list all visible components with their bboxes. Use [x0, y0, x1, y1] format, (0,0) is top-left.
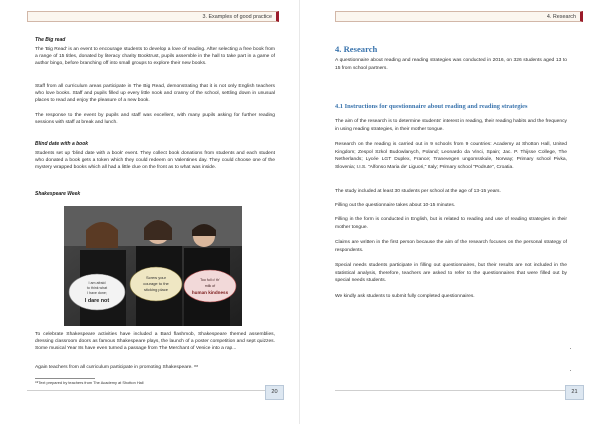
research-paragraph-aim: The aim of the research is to determine students' interest in reading, their reading habits and the frequency in using reading strategies, in their mother tongue.: [335, 119, 567, 132]
footnote-rule: [35, 378, 95, 379]
svg-text:courage to the: courage to the: [143, 281, 169, 286]
research-paragraph-schools: Research on the reading is carried out in 9 schools from 9 countries: Academy at Shotton Hall, United Kingdom; Zespol Szkol Budowlanych, Poland; Leonardo da Vinci, Spain; Jac. P. Thijsse College, The Netherlands; Lycée LGT Duplex, France; Tranevegen ungomsskule, Norway; Primary school Pivka, Slovenia; I.I.S. "Alfonso Maria de' Liguori," Italy; Primary school "Podrute", Croatia.: [335, 142, 567, 170]
page-marker-dot: [570, 370, 571, 371]
research-intro: A questionnaire about reading and reading strategies was conducted in 2016, on 326 students aged 13 to 15 from school partners.: [335, 58, 567, 71]
research-paragraph-submit: We kindly ask students to submit fully completed questionnaires.: [335, 294, 475, 299]
svg-text:I dare not: I dare not: [84, 298, 110, 304]
section-title-shakespeare-week: Shakespeare Week: [35, 191, 81, 197]
research-paragraph-claims: Claims are written in the first person because the aim of the research focuses on the personal strategy of respondents.: [335, 240, 567, 253]
research-paragraph-duration: Filling out the questionnaire takes about 10-15 minutes.: [335, 203, 456, 208]
right-page-number: 21: [565, 385, 584, 400]
questionnaire-subtitle: 4.1 Instructions for questionnaire about reading and reading strategies: [335, 103, 528, 111]
section-title-blind-date: Blind date with a book: [35, 141, 89, 147]
big-read-paragraph-3: The response to the event by pupils and staff was excellent, with many pupils asking for further reading sessions with staff at break and lunch.: [35, 113, 275, 126]
footnote: ⁸⁸Text prepared by teachers from The Academy at Shotton Hall: [35, 380, 144, 385]
research-paragraph-language: Filling in the form is conducted in English, but is related to reading and use of reading strategies in their mother tongue.: [335, 217, 567, 230]
right-footer-rule: [335, 390, 565, 391]
left-footer-rule: [27, 390, 265, 391]
research-paragraph-special-needs: Special needs students participate in filling out questionnaires, but their results are not included in the statistical analysis, therefore, teachers are asked to refer to the questionnaires that were filled out by special needs students.: [335, 263, 567, 284]
shakespeare-week-photo: [64, 206, 242, 326]
svg-text:human kindness: human kindness: [191, 290, 229, 295]
shakespeare-paragraph-1: To celebrate Shakespeare activities have included a Bard flashmob, Shakespeare themed assemblies, dressing classroom doors as famous Shakespeare plays, the launch of a poster competition and sept quizzes. Some musical Year 8s have even turned a passage from The Merchant of Venice into a rap...: [35, 332, 275, 352]
students-with-quote-signs-image: [64, 206, 242, 326]
svg-text:milk of: milk of: [204, 284, 216, 288]
svg-text:Too full o' th': Too full o' th': [200, 278, 220, 282]
research-title: 4. Research: [335, 44, 378, 55]
svg-text:to think what: to think what: [86, 286, 108, 290]
shakespeare-paragraph-2: Again teachers from all curriculum participate in promoting Shakespeare. ⁸⁸: [35, 365, 199, 370]
left-page-number: 20: [265, 385, 284, 400]
svg-text:sticking place: sticking place: [143, 287, 169, 292]
right-page: [300, 0, 600, 424]
left-running-header: 3. Examples of good practice: [27, 11, 279, 22]
section-title-big-read: The Big read: [35, 37, 66, 43]
speech-bubble-sign-3: [184, 270, 236, 302]
speech-bubble-sign-2: [130, 267, 182, 301]
right-running-header: 4. Research: [335, 11, 583, 22]
blind-date-paragraph: Students set up 'blind date with a book' event. They collect book donations from students and each student who donated a book gets a token which they could redeem on Valentines day. They could choose one of the mystery wrapped books which all had a little clue on the front as to what was inside.: [35, 151, 275, 171]
big-read-paragraph-2: Staff from all curriculum areas participate in The Big Read, demonstrating that it is not only English teachers who love books. Staff and pupils filled up every little nook and cranny of the school, settling down in unusual places to read and enjoy the pleasure of a new book.: [35, 84, 275, 104]
svg-text:I have done;: I have done;: [87, 291, 107, 295]
speech-bubble-sign-1: [69, 274, 125, 310]
big-read-paragraph-1: The 'Big Read' is an event to encourage students to develop a love of reading. After selecting a free book from a range of 15 titles, donated by literacy charity Booktrust, pupils assemble in the hall to take part in a game of author bingo, before branching off into small groups to explore their new books.: [35, 47, 275, 67]
svg-text:Screw your: Screw your: [145, 275, 167, 280]
research-paragraph-participants: The study included at least 30 students per school at the age of 13-15 years.: [335, 189, 501, 194]
page-marker-dot: [570, 348, 571, 349]
svg-text:I am afraid: I am afraid: [88, 281, 106, 285]
